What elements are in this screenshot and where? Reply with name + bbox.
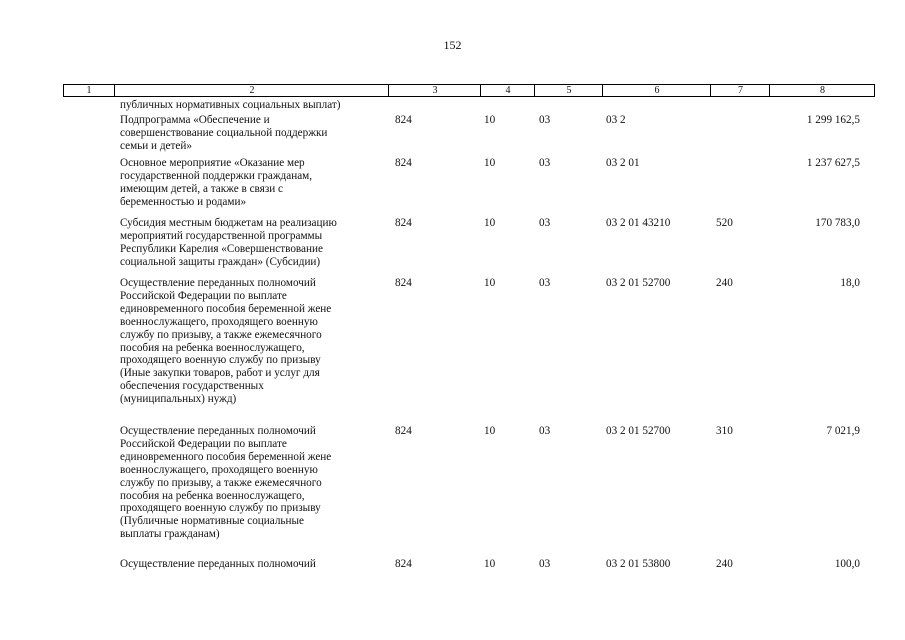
description-line: Осуществление переданных полномочий	[120, 277, 316, 289]
cell-c6: 03 2	[606, 114, 626, 126]
cell-c4: 10	[484, 217, 496, 229]
column-header-5: 5	[534, 85, 603, 96]
row-description	[120, 558, 385, 571]
description-line: Российской Федерации по выплате	[120, 289, 287, 302]
cell-c5: 03	[539, 425, 551, 437]
description-line: проходящего военную службу по призыву	[120, 354, 321, 367]
cell-c3: 824	[395, 425, 412, 437]
description-line: военнослужащего, проходящего военную	[120, 315, 318, 328]
cell-c5: 03	[539, 277, 551, 289]
description-line: Осуществление переданных полномочий	[120, 558, 316, 570]
column-header-2: 2	[114, 85, 389, 96]
description-line: семьи и детей»	[120, 139, 192, 152]
description-line: службу по призыву, а также ежемесячного	[120, 476, 322, 489]
cell-c4: 10	[484, 558, 496, 570]
description-line: Осуществление переданных полномочий	[120, 425, 316, 437]
cell-c8: 100,0	[834, 558, 860, 570]
cell-c3: 824	[395, 217, 412, 229]
description-line: единовременного пособия беременной жене	[120, 450, 332, 463]
row-description	[120, 217, 385, 269]
cell-c5: 03	[539, 157, 551, 169]
description-line: обеспечения государственных	[120, 380, 264, 393]
row-description	[120, 277, 385, 406]
description-line: Подпрограмма «Обеспечение и	[120, 114, 270, 126]
description-line: Российской Федерации по выплате	[120, 437, 287, 450]
cell-c5: 03	[539, 558, 551, 570]
cell-c3: 824	[395, 114, 412, 126]
cell-c6: 03 2 01 43210	[606, 217, 671, 229]
cell-c8: 1 237 627,5	[806, 157, 860, 169]
cell-c6: 03 2 01	[606, 157, 640, 169]
column-header-6: 6	[602, 85, 711, 96]
page-number: 152	[443, 38, 462, 52]
cell-c3: 824	[395, 157, 412, 169]
cell-c8: 7 021,9	[826, 425, 860, 437]
description-line: пособия на ребенка военнослужащего,	[120, 341, 305, 354]
column-header-4: 4	[480, 85, 535, 96]
cell-c5: 03	[539, 114, 551, 126]
cell-c3: 824	[395, 277, 412, 289]
description-line: пособия на ребенка военнослужащего,	[120, 489, 305, 502]
description-line: Республики Карелия «Совершенствование	[120, 242, 323, 255]
cell-c7: 310	[716, 425, 733, 437]
description-line: военнослужащего, проходящего военную	[120, 463, 318, 476]
description-line: государственной поддержки гражданам,	[120, 169, 313, 182]
description-line: беременностью и родами»	[120, 195, 247, 208]
description-line: имеющим детей, а также в связи с	[120, 182, 283, 195]
cell-c7: 520	[716, 217, 733, 229]
description-line: совершенствование социальной поддержки	[120, 126, 328, 139]
description-line: (Публичные нормативные социальные	[120, 515, 304, 528]
column-header-1: 1	[86, 85, 92, 96]
description-line: мероприятий государственной программы	[120, 229, 323, 242]
cell-c8: 1 299 162,5	[806, 114, 860, 126]
description-line: Субсидия местным бюджетам на реализацию	[120, 217, 337, 229]
cell-c4: 10	[484, 277, 496, 289]
cell-c3: 824	[395, 558, 412, 570]
cell-c6: 03 2 01 52700	[606, 277, 671, 289]
cell-c4: 10	[484, 114, 496, 126]
description-line: единовременного пособия беременной жене	[120, 302, 332, 315]
cell-c5: 03	[539, 217, 551, 229]
column-header-8: 8	[769, 85, 875, 96]
cell-c7: 240	[716, 277, 733, 289]
description-line: (муниципальных) нужд)	[120, 393, 237, 406]
row-description	[120, 425, 385, 541]
column-header-7: 7	[710, 85, 770, 96]
cell-c4: 10	[484, 157, 496, 169]
description-line: Основное мероприятие «Оказание мер	[120, 157, 305, 169]
description-line: выплаты гражданам)	[120, 528, 220, 541]
continuation-text: публичных нормативных социальных выплат)	[120, 99, 341, 111]
row-description	[120, 157, 385, 209]
cell-c6: 03 2 01 53800	[606, 558, 671, 570]
description-line: социальной защиты граждан» (Субсидии)	[120, 255, 321, 268]
table-header	[63, 84, 875, 97]
cell-c7: 240	[716, 558, 733, 570]
row-description	[120, 114, 385, 153]
description-line: службу по призыву, а также ежемесячного	[120, 328, 322, 341]
description-line: (Иные закупки товаров, работ и услуг для	[120, 367, 320, 380]
description-line: проходящего военную службу по призыву	[120, 502, 321, 515]
column-header-3: 3	[388, 85, 481, 96]
cell-c8: 170 783,0	[815, 217, 860, 229]
cell-c8: 18,0	[840, 277, 860, 289]
cell-c4: 10	[484, 425, 496, 437]
cell-c6: 03 2 01 52700	[606, 425, 671, 437]
